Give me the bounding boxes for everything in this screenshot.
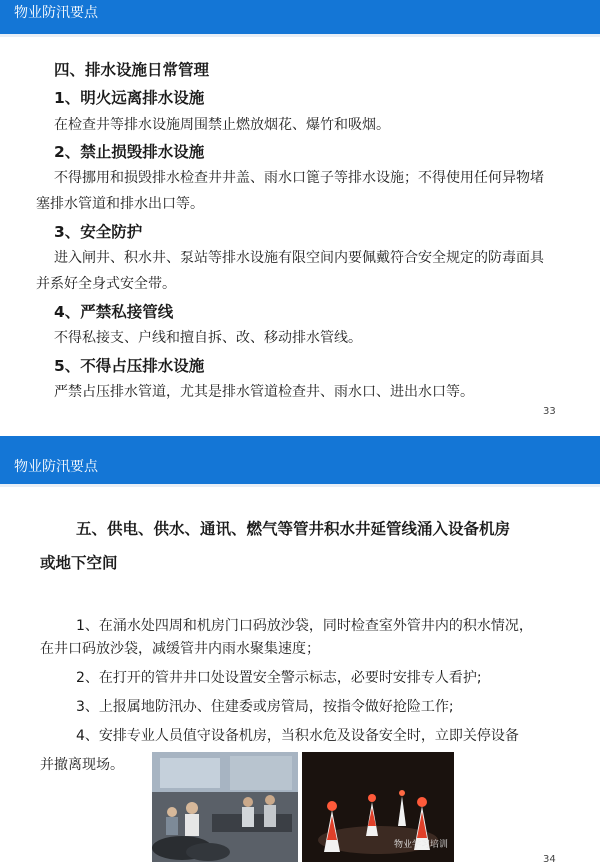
item-text: 并系好全身式安全带。 [36, 276, 176, 292]
sandbag-workers-photo [152, 752, 298, 862]
section-title-line: 五、供电、供水、通讯、燃气等管井积水井延管线涌入设备机房 [76, 520, 511, 538]
watermark: 物业学习培训 [393, 840, 448, 850]
section-title-line: 或地下空间 [40, 554, 118, 572]
page-number: 34 [543, 854, 556, 862]
item-text: 严禁占压排水管道，尤其是排水管道检查井、雨水口、进出水口等。 [54, 384, 474, 400]
measure-item: 2、在打开的管井井口处设置安全警示标志，必要时安排专人看护; [76, 670, 482, 686]
item-heading: 2、禁止损毁排水设施 [54, 143, 205, 161]
measure-line: 在井口码放沙袋，减缓管井内雨水聚集速度； [40, 641, 320, 657]
measure-item: 4、安排专业人员值守设备机房，当积水危及设备安全时，立即关停设备 [76, 728, 519, 744]
item-heading: 1、明火远离排水设施 [54, 89, 205, 107]
header-divider [0, 34, 600, 37]
item-heading: 3、安全防护 [54, 223, 143, 241]
slide-header [0, 0, 600, 34]
item-text: 不得私接支、户线和擅自拆、改、移动排水管线。 [54, 330, 362, 346]
item-text: 进入闸井、积水井、泵站等排水设施有限空间内要佩戴符合安全规定的防毒面具 [54, 250, 544, 266]
page-number: 33 [543, 406, 556, 417]
section-title [40, 512, 580, 580]
photo-strip [152, 752, 454, 862]
header-title: 物业防汛要点 [14, 459, 98, 475]
item-heading: 5、不得占压排水设施 [54, 357, 205, 375]
item-text: 不得挪用和损毁排水检查井井盖、雨水口篦子等排水设施；不得使用任何异物堵 [54, 170, 544, 186]
section-title: 四、排水设施日常管理 [54, 61, 210, 79]
slide-34 [0, 430, 600, 862]
item-text: 在检查井等排水设施周围禁止燃放烟花、爆竹和吸烟。 [54, 117, 390, 133]
item-heading: 4、严禁私接管线 [54, 303, 174, 321]
measure-line: 1、在涌水处四周和机房门口码放沙袋，同时检查室外管井内的积水情况， [76, 618, 533, 634]
slide-33 [0, 0, 600, 430]
item-text: 塞排水管道和排水出口等。 [36, 196, 204, 212]
measure-item: 3、上报属地防汛办、住建委或房管局，按指令做好抢险工作; [76, 699, 454, 715]
slide-header [0, 436, 600, 484]
traffic-cones-photo [302, 752, 454, 862]
measure-line: 并撤离现场。 [40, 757, 124, 773]
header-title: 物业防汛要点 [14, 5, 98, 21]
header-divider [0, 484, 600, 487]
